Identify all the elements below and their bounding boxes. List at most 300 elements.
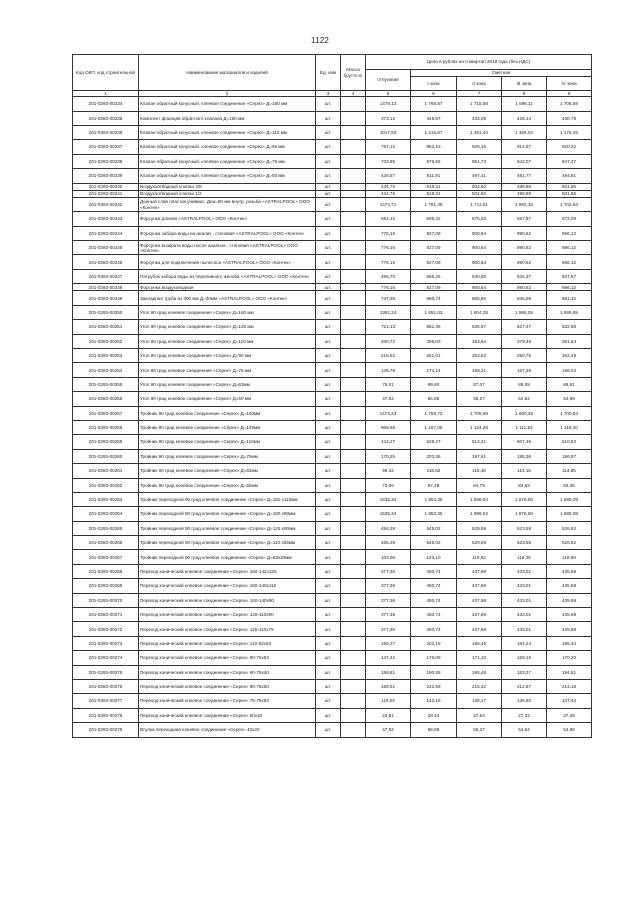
row-release-price: 75,01 (366, 377, 411, 391)
row-release-price: 776,16 (366, 241, 411, 255)
row-unit: шт. (316, 241, 341, 255)
row-unit: шт. (316, 622, 341, 636)
row-mass (341, 406, 366, 420)
row-zone-3-price: 167,29 (502, 363, 547, 377)
row-mass (341, 694, 366, 708)
row-unit: шт. (316, 435, 341, 449)
row-code: 201-0393-00252 (73, 334, 139, 348)
header-release: отпускная (366, 70, 411, 91)
row-name: Переход конический клеевое соединение «Серех» 160-140х110 (139, 579, 316, 593)
row-name: Переход конический клеевое соединение «Серех» 125-110х75 (139, 622, 316, 636)
row-zone-2-price: 540,50 (457, 269, 502, 283)
row-code: 201-0393-00278 (73, 708, 139, 722)
row-release-price: 1635,34 (366, 507, 411, 521)
row-unit: шт. (316, 212, 341, 226)
table-row (73, 464, 592, 478)
row-code: 201-0393-00265 (73, 521, 139, 535)
row-zone-1-price: 545,02 (411, 536, 457, 550)
row-mass (341, 241, 366, 255)
row-name: Тройник 90 град клеевое соединение «Серех» Д=50мм (139, 478, 316, 492)
row-name: Угол 90 град клеевое соединение «Серех» Д=110 мм (139, 334, 316, 348)
row-mass (341, 550, 366, 564)
row-mass (341, 536, 366, 550)
row-name: Комплект фланцев обратного клапана Д=160 мм (139, 111, 316, 125)
table-row (73, 492, 592, 506)
row-mass (341, 226, 366, 240)
row-mass (341, 169, 366, 183)
row-zone-3-price: 433,01 (502, 593, 547, 607)
row-zone-1-price: 56,88 (411, 392, 457, 406)
table-row (73, 241, 592, 255)
row-zone-2-price: 115,48 (457, 464, 502, 478)
row-zone-3-price: 54,64 (502, 392, 547, 406)
row-name: Форсунка возврата воды после анализа , стеновая «ASTRALPOOL» ООО «Контек» (139, 241, 316, 255)
table-row (73, 255, 592, 269)
row-zone-2-price: 497,41 (457, 169, 502, 183)
row-zone-3-price: 491,77 (502, 169, 547, 183)
row-code: 201-0393-00272 (73, 622, 139, 636)
row-mass (341, 269, 366, 283)
row-zone-4-price: 847,27 (547, 154, 592, 168)
row-mass (341, 492, 366, 506)
row-unit: шт. (316, 111, 341, 125)
row-name: Форсунка забора воды на анализ , стеновая «ASTRALPOOL» ООО «Контек» (139, 226, 316, 240)
row-zone-3-price: 379,49 (502, 334, 547, 348)
row-unit: шт. (316, 636, 341, 650)
row-mass (341, 140, 366, 154)
row-zone-4-price: 1 700,94 (547, 406, 592, 420)
row-code: 201-0393-00273 (73, 636, 139, 650)
table-row (73, 406, 592, 420)
row-code: 201-0393-00242 (73, 197, 139, 211)
row-name: Тройник переходной 90 град клеевое соединение «Серех» Д=63х20мм (139, 550, 316, 564)
col-number: 3 (316, 91, 341, 97)
row-mass (341, 665, 366, 679)
row-zone-4-price: 896,12 (547, 241, 592, 255)
row-zone-2-price: 437,98 (457, 579, 502, 593)
table-row (73, 363, 592, 377)
row-code: 201-0393-00247 (73, 269, 139, 283)
row-zone-4-price: 252,29 (547, 349, 592, 363)
table-row (73, 197, 592, 211)
row-zone-4-price: 494,81 (547, 169, 592, 183)
row-zone-2-price: 1 898,04 (457, 507, 502, 521)
row-zone-1-price: 87,28 (411, 478, 457, 492)
row-zone-4-price: 1 118,40 (547, 420, 592, 434)
row-unit: шт. (316, 284, 341, 291)
row-mass (341, 284, 366, 291)
row-zone-3-price: 1 586,08 (502, 305, 547, 319)
row-zone-3-price: 1 876,50 (502, 492, 547, 506)
row-unit: шт. (316, 593, 341, 607)
row-unit: шт. (316, 320, 341, 334)
row-zone-4-price: 86,61 (547, 377, 592, 391)
row-unit: шт. (316, 226, 341, 240)
row-zone-3-price: 1 692,19 (502, 197, 547, 211)
row-zone-4-price: 54,98 (547, 723, 592, 737)
row-mass (341, 593, 366, 607)
table-row (73, 334, 592, 348)
row-name: Тройник 90 град клеевое соединение «Серех» Д=75мм (139, 449, 316, 463)
row-zone-2-price: 1 711,61 (457, 197, 502, 211)
row-zone-2-price: 84,79 (457, 478, 502, 492)
row-unit: шт. (316, 197, 341, 211)
row-zone-3-price: 498,88 (502, 190, 547, 197)
row-code: 201-0393-00275 (73, 665, 139, 679)
row-zone-3-price: 86,08 (502, 377, 547, 391)
row-code: 201-0393-00279 (73, 723, 139, 737)
row-name: Закладная труба из 300 мм Д=40мм «ASTRALPOOL» ООО «Контек» (139, 291, 316, 305)
row-zone-3-price: 433,01 (502, 608, 547, 622)
row-name: Тройник 90 град клеевое соединение «Серех» Д=125мм (139, 420, 316, 434)
row-zone-3-price: 827,47 (502, 320, 547, 334)
row-zone-1-price: 528,27 (411, 435, 457, 449)
col-number: 6 (411, 91, 457, 97)
row-mass (341, 154, 366, 168)
row-name: Переход конический клеевое соединение «Серех» 75-75х63 (139, 694, 316, 708)
row-zone-3-price: 194,24 (502, 636, 547, 650)
row-code: 201-0393-00257 (73, 406, 139, 420)
row-zone-3-price: 667,97 (502, 212, 547, 226)
row-code: 201-0393-00276 (73, 680, 139, 694)
row-release-price: 373,12 (366, 111, 411, 125)
row-code: 201-0393-00250 (73, 305, 139, 319)
row-name: Переход конический клеевое соединение «Серех» 90-75х50 (139, 680, 316, 694)
row-zone-4-price: 526,82 (547, 521, 592, 535)
row-code: 201-0393-00251 (73, 320, 139, 334)
row-zone-2-price: 55,27 (457, 723, 502, 737)
row-code: 201-0393-00266 (73, 536, 139, 550)
table-row (73, 680, 592, 694)
row-zone-2-price: 197,61 (457, 449, 502, 463)
table-row (73, 564, 592, 578)
row-mass (341, 111, 366, 125)
row-unit: шт. (316, 97, 341, 111)
row-zone-1-price: 450,74 (411, 608, 457, 622)
row-name: Тройник переходной 90 град клеевое соединение «Серех» Д=160 х110мм (139, 492, 316, 506)
row-release-price: 99,42 (366, 464, 411, 478)
row-mass (341, 183, 366, 190)
row-code: 201-0393-00270 (73, 593, 139, 607)
row-name: Воздухоотводный клапан 1/2 (139, 190, 316, 197)
row-zone-4-price: 501,96 (547, 183, 592, 190)
row-zone-2-price: 185,48 (457, 665, 502, 679)
row-zone-1-price: 445,67 (411, 111, 457, 125)
row-release-price: 159,81 (366, 665, 411, 679)
row-zone-1-price: 89,60 (411, 377, 457, 391)
row-zone-3-price: 890,62 (502, 255, 547, 269)
table-row (73, 622, 592, 636)
row-zone-2-price: 196,46 (457, 636, 502, 650)
row-zone-3-price: 846,09 (502, 291, 547, 305)
row-zone-3-price: 890,62 (502, 241, 547, 255)
row-zone-3-price: 195,36 (502, 449, 547, 463)
row-zone-1-price: 56,88 (411, 723, 457, 737)
row-unit: шт. (316, 269, 341, 283)
row-release-price: 733,85 (366, 154, 411, 168)
header-estimated: Сметная (411, 70, 592, 77)
row-zone-2-price: 433,05 (457, 111, 502, 125)
row-mass (341, 680, 366, 694)
row-name: Клапан обратный конусный, клеевое соединение «Серех» Д=90 мм (139, 140, 316, 154)
header-zone-4: IV зона (547, 77, 592, 91)
row-code: 201-0393-00259 (73, 435, 139, 449)
table-row (73, 125, 592, 139)
row-zone-2-price: 900,84 (457, 226, 502, 240)
table-row (73, 392, 592, 406)
row-mass (341, 723, 366, 737)
row-name: Тройник 90 град клеевое соединение «Серех» Д=160мм (139, 406, 316, 420)
row-release-price: 103,06 (366, 550, 411, 564)
row-unit: шт. (316, 377, 341, 391)
row-zone-1-price: 511,91 (411, 169, 457, 183)
row-code: 201-0393-00264 (73, 507, 139, 521)
table-row (73, 723, 592, 737)
row-unit: шт. (316, 521, 341, 535)
row-zone-3-price: 250,75 (502, 349, 547, 363)
row-zone-3-price: 169,16 (502, 651, 547, 665)
col-number: 5 (366, 91, 411, 97)
col-number: 7 (457, 91, 502, 97)
row-zone-1-price: 695,32 (411, 212, 457, 226)
table-row (73, 97, 592, 111)
row-unit: шт. (316, 349, 341, 363)
row-mass (341, 521, 366, 535)
row-zone-1-price: 190,88 (411, 665, 457, 679)
row-mass (341, 435, 366, 449)
row-unit: шт. (316, 651, 341, 665)
row-mass (341, 478, 366, 492)
row-zone-1-price: 450,74 (411, 622, 457, 636)
table-row (73, 269, 592, 283)
row-release-price: 169,27 (366, 636, 411, 650)
row-mass (341, 320, 366, 334)
row-unit: шт. (316, 708, 341, 722)
table-row (73, 226, 592, 240)
row-zone-1-price: 118,82 (411, 464, 457, 478)
row-zone-1-price: 176,09 (411, 651, 457, 665)
table-row (73, 435, 592, 449)
header-zone-1: I зона (411, 77, 457, 91)
row-zone-3-price: 914,67 (502, 140, 547, 154)
row-code: 201-0393-00249 (73, 291, 139, 305)
row-release-price: 170,25 (366, 449, 411, 463)
row-zone-4-price: 196,57 (547, 449, 592, 463)
row-release-price: 377,36 (366, 564, 411, 578)
row-code: 201-0393-00261 (73, 464, 139, 478)
row-zone-3-price: 114,15 (502, 464, 547, 478)
table-row (73, 154, 592, 168)
row-mass (341, 190, 366, 197)
row-zone-2-price: 169,21 (457, 363, 502, 377)
row-release-price: 968,68 (366, 420, 411, 434)
row-code: 201-0393-00263 (73, 492, 139, 506)
row-code: 201-0393-00246 (73, 255, 139, 269)
row-code: 201-0393-00243 (73, 212, 139, 226)
row-code: 201-0393-00256 (73, 392, 139, 406)
row-zone-1-price: 545,02 (411, 521, 457, 535)
row-zone-2-price: 1 709,89 (457, 406, 502, 420)
row-release-price: 582,12 (366, 212, 411, 226)
row-release-price: 721,13 (366, 320, 411, 334)
row-name: Переход конический клеевое соединение «Серех» 50х40 (139, 708, 316, 722)
row-release-price: 47,62 (366, 392, 411, 406)
row-code: 201-0393-00274 (73, 651, 139, 665)
row-name: Угол 90 град клеевое соединение «Серех» Д=63мм (139, 377, 316, 391)
row-zone-1-price: 880,74 (411, 291, 457, 305)
row-release-price: 218,52 (366, 349, 411, 363)
row-zone-3-price: 507,49 (502, 435, 547, 449)
row-zone-4-price: 184,51 (547, 665, 592, 679)
row-code: 201-0393-00271 (73, 608, 139, 622)
row-mass (341, 651, 366, 665)
row-zone-4-price: 27,49 (547, 708, 592, 722)
row-zone-1-price: 1 651,03 (411, 305, 457, 319)
row-unit: шт. (316, 680, 341, 694)
table-row (73, 320, 592, 334)
row-unit: шт. (316, 694, 341, 708)
row-release-price: 1473,23 (366, 406, 411, 420)
row-code: 201-0393-00245 (73, 241, 139, 255)
row-zone-2-price: 1 604,28 (457, 305, 502, 319)
row-code: 201-0393-00241 (73, 190, 139, 197)
header-mass: Масса брутто кг (341, 55, 366, 91)
table-row (73, 478, 592, 492)
row-zone-3-price: 212,87 (502, 680, 547, 694)
row-unit: шт. (316, 579, 341, 593)
table-row (73, 284, 592, 291)
row-name: Тройник переходной 90 град клеевое соединение «Серех» Д=160 х90мм (139, 507, 316, 521)
row-zone-1-price: 927,09 (411, 255, 457, 269)
page-number: 1122 (310, 36, 329, 45)
row-name: Форсунка воздуховодная (139, 284, 316, 291)
row-mass (341, 255, 366, 269)
row-zone-4-price: 114,85 (547, 464, 592, 478)
row-zone-1-price: 876,55 (411, 154, 457, 168)
row-mass (341, 291, 366, 305)
row-zone-1-price: 123,10 (411, 550, 457, 564)
row-release-price: 23,81 (366, 708, 411, 722)
row-name: Тройник 90 град клеевое соединение «Серех» Д=63мм (139, 464, 316, 478)
row-zone-3-price: 136,60 (502, 694, 547, 708)
row-zone-1-price: 927,09 (411, 284, 457, 291)
row-release-price: 737,35 (366, 291, 411, 305)
header-name: Наименование материалов и изделий (139, 55, 316, 91)
row-release-price: 456,29 (366, 536, 411, 550)
row-zone-2-price: 836,97 (457, 320, 502, 334)
row-name: Форсунка донная «ASTRALPOOL» ООО «Контек» (139, 212, 316, 226)
row-code: 201-0393-00234 (73, 97, 139, 111)
row-code: 201-0393-00268 (73, 564, 139, 578)
row-zone-4-price: 1 595,88 (547, 305, 592, 319)
row-code: 201-0393-00277 (73, 694, 139, 708)
row-zone-2-price: 900,84 (457, 255, 502, 269)
row-zone-2-price: 27,64 (457, 708, 502, 722)
row-zone-4-price: 1 888,09 (547, 507, 592, 521)
row-name: Форсунка для подключения пылесоса «ASTRALPOOL» ООО «Контек» (139, 255, 316, 269)
row-code: 201-0393-00253 (73, 349, 139, 363)
row-mass (341, 464, 366, 478)
row-release-price: 434,76 (366, 183, 411, 190)
row-mass (341, 579, 366, 593)
row-zone-3-price: 433,01 (502, 564, 547, 578)
row-zone-2-price: 437,98 (457, 622, 502, 636)
header-code: Код ОКП, код строительной (73, 55, 139, 91)
row-name: Угол 90 град клеевое соединение «Серех» Д=50 мм (139, 392, 316, 406)
header-unit: Ед. изм (316, 55, 341, 91)
row-code: 201-0393-00235 (73, 111, 139, 125)
row-release-price: 428,57 (366, 169, 411, 183)
row-release-price: 73,06 (366, 478, 411, 492)
row-zone-1-price: 142,19 (411, 694, 457, 708)
row-zone-2-price: 1 124,28 (457, 420, 502, 434)
table-row (73, 593, 592, 607)
table-row (73, 190, 592, 197)
row-zone-1-price: 519,31 (411, 183, 457, 190)
row-zone-4-price: 1 702,64 (547, 197, 592, 211)
table-row (73, 140, 592, 154)
row-code: 201-0393-00258 (73, 420, 139, 434)
row-zone-4-price: 537,67 (547, 269, 592, 283)
row-name: Клапан обратный конусный, клеевое соединение «Серех» Д=75 мм (139, 154, 316, 168)
row-name: Переход конический клеевое соединение «Серех» 160-142х125 (139, 564, 316, 578)
row-zone-3-price: 523,58 (502, 521, 547, 535)
row-release-price: 776,16 (366, 226, 411, 240)
row-zone-4-price: 435,69 (547, 564, 592, 578)
row-unit: шт. (316, 536, 341, 550)
row-name: Тройник переходной 90 град клеевое соединение «Серех» Д=110 х63мм (139, 536, 316, 550)
row-unit: шт. (316, 564, 341, 578)
row-unit: шт. (316, 190, 341, 197)
row-zone-1-price: 221,59 (411, 680, 457, 694)
col-number: 9 (547, 91, 592, 97)
row-zone-1-price: 556,26 (411, 269, 457, 283)
row-zone-4-price: 896,12 (547, 226, 592, 240)
row-zone-1-price: 28,44 (411, 708, 457, 722)
row-name: Переход конический клеевое соединение «Серех» 90-75х40 (139, 665, 316, 679)
row-zone-4-price: 54,98 (547, 392, 592, 406)
table-row (73, 449, 592, 463)
row-code: 201-0393-00236 (73, 125, 139, 139)
row-release-price: 442,27 (366, 435, 411, 449)
row-mass (341, 564, 366, 578)
row-mass (341, 420, 366, 434)
row-release-price: 776,16 (366, 255, 411, 269)
row-zone-2-price: 437,98 (457, 593, 502, 607)
row-unit: шт. (316, 492, 341, 506)
row-zone-1-price: 1 759,72 (411, 406, 457, 420)
row-zone-4-price: 84,35 (547, 478, 592, 492)
row-zone-2-price: 675,63 (457, 212, 502, 226)
table-row (73, 212, 592, 226)
row-zone-1-price: 927,09 (411, 226, 457, 240)
row-unit: шт. (316, 305, 341, 319)
row-zone-1-price: 203,36 (411, 449, 457, 463)
row-release-price: 1474,71 (366, 197, 411, 211)
row-name: Переход конический клеевое соединение «Серех» 160-140х90 (139, 593, 316, 607)
row-name: Угол 90 град клеевое соединение «Серех» Д=90 мм (139, 349, 316, 363)
row-zone-1-price: 450,74 (411, 593, 457, 607)
row-release-price: 1635,34 (366, 492, 411, 506)
table-row (73, 536, 592, 550)
row-zone-4-price: 118,99 (547, 550, 592, 564)
row-zone-2-price: 383,84 (457, 334, 502, 348)
row-zone-4-price: 435,69 (547, 608, 592, 622)
row-unit: шт. (316, 406, 341, 420)
row-zone-2-price: 437,98 (457, 608, 502, 622)
row-zone-3-price: 183,37 (502, 665, 547, 679)
table-row (73, 708, 592, 722)
